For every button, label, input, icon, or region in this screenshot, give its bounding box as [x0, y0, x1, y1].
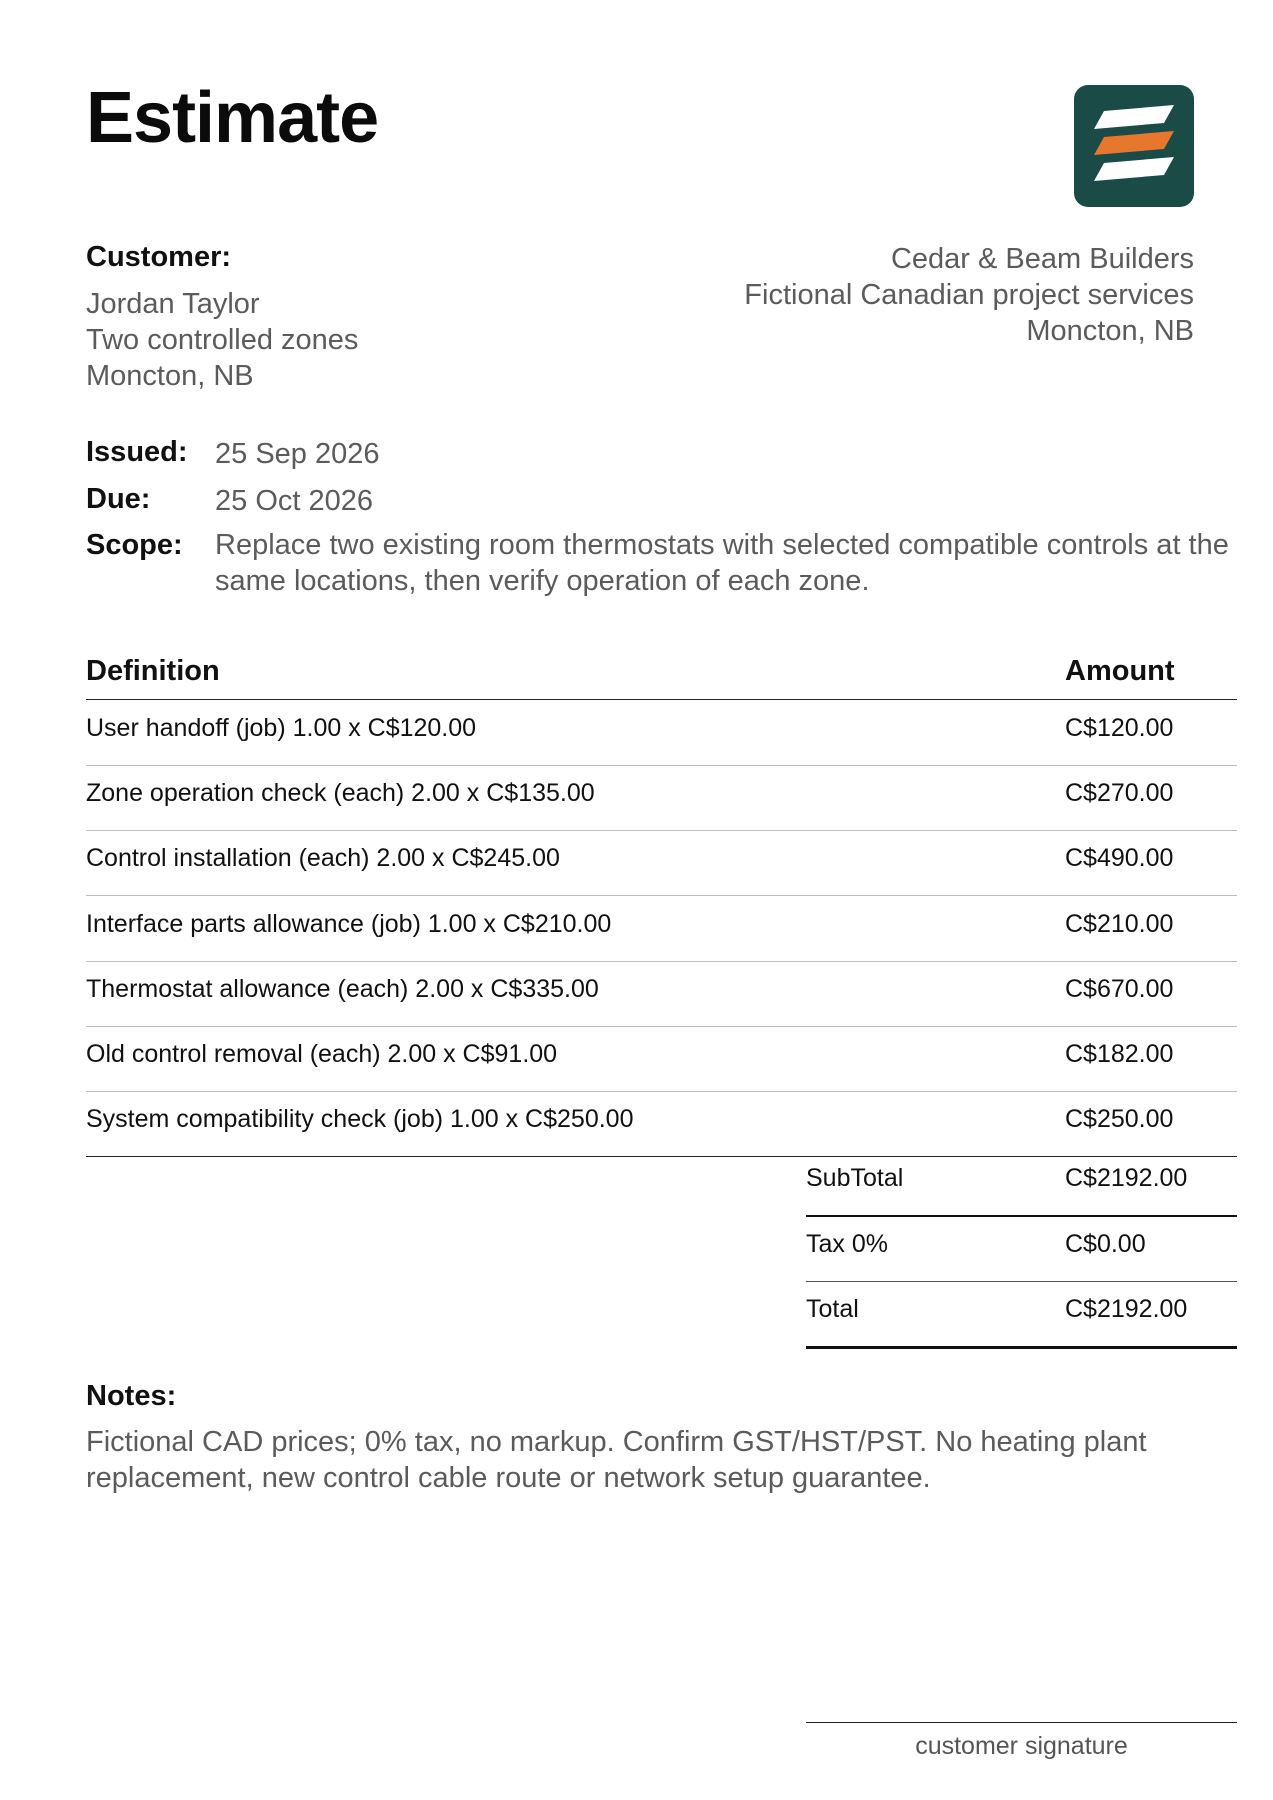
total-row [806, 1281, 1237, 1349]
signature-label: customer signature [915, 1732, 1128, 1760]
signature-line [806, 1722, 1237, 1723]
tax-value: C$0.00 [1065, 1230, 1146, 1258]
item-amount: C$670.00 [1065, 974, 1174, 1003]
company-logo-icon [1074, 85, 1194, 207]
scope-text: Replace two existing room thermostats with selected compatible controls at the same locations, then verify operation of each zone. [215, 529, 1229, 597]
item-definition: Thermostat allowance (each) 2.00 x C$335.00 [86, 974, 599, 1003]
table-row [86, 700, 1237, 766]
item-amount: C$270.00 [1065, 779, 1174, 808]
issued-label: Issued: [86, 436, 188, 468]
item-definition: Old control removal (each) 2.00 x C$91.00 [86, 1040, 558, 1068]
item-amount: C$210.00 [1065, 909, 1174, 938]
item-amount: C$120.00 [1065, 714, 1174, 742]
item-definition: User handoff (job) 1.00 x C$120.00 [86, 714, 477, 742]
notes-text: Fictional CAD prices; 0% tax, no markup. Confirm GST/HST/PST. No heating plant replacement, new control cable route or network setup guarantee. [86, 1426, 1147, 1494]
item-amount: C$250.00 [1065, 1105, 1174, 1134]
subtotal-label: SubTotal [806, 1164, 904, 1192]
customer-name: Jordan Taylor [86, 288, 260, 320]
tax-label: Tax 0% [806, 1230, 888, 1258]
due-label: Due: [86, 483, 151, 515]
company-block [744, 241, 1194, 349]
stacked-layers-icon [1074, 85, 1194, 207]
customer-label: Customer: [86, 241, 232, 273]
total-label: Total [806, 1295, 859, 1323]
notes-label: Notes: [86, 1380, 177, 1412]
table-row [86, 1091, 1237, 1157]
due-date: 25 Oct 2026 [215, 485, 373, 517]
table-row [86, 896, 1237, 962]
customer-block [86, 286, 358, 394]
scope-label: Scope: [86, 529, 183, 561]
item-definition: System compatibility check (job) 1.00 x C$250.00 [86, 1105, 634, 1134]
item-amount: C$182.00 [1065, 1040, 1174, 1068]
issued-date: 25 Sep 2026 [215, 438, 380, 470]
amount-header: Amount [1065, 655, 1175, 687]
item-definition: Interface parts allowance (job) 1.00 x C$210.00 [86, 909, 612, 938]
table-row [86, 961, 1237, 1027]
company-tagline: Fictional Canadian project services [744, 279, 1194, 311]
customer-detail: Two controlled zones [86, 324, 359, 356]
item-definition: Control installation (each) 2.00 x C$245.00 [86, 844, 560, 873]
tax-row [806, 1216, 1237, 1282]
table-row [86, 765, 1237, 831]
company-name: Cedar & Beam Builders [890, 243, 1194, 275]
item-definition: Zone operation check (each) 2.00 x C$135.00 [86, 779, 595, 808]
company-location: Moncton, NB [1026, 315, 1194, 347]
customer-location: Moncton, NB [86, 360, 254, 392]
item-amount: C$490.00 [1065, 844, 1174, 873]
definition-header: Definition [86, 655, 220, 687]
table-row [86, 1026, 1237, 1092]
document-title: Estimate [86, 78, 379, 158]
subtotal-row [806, 1150, 1237, 1217]
total-value: C$2192.00 [1065, 1295, 1188, 1323]
table-row [86, 830, 1237, 896]
subtotal-value: C$2192.00 [1065, 1164, 1188, 1192]
